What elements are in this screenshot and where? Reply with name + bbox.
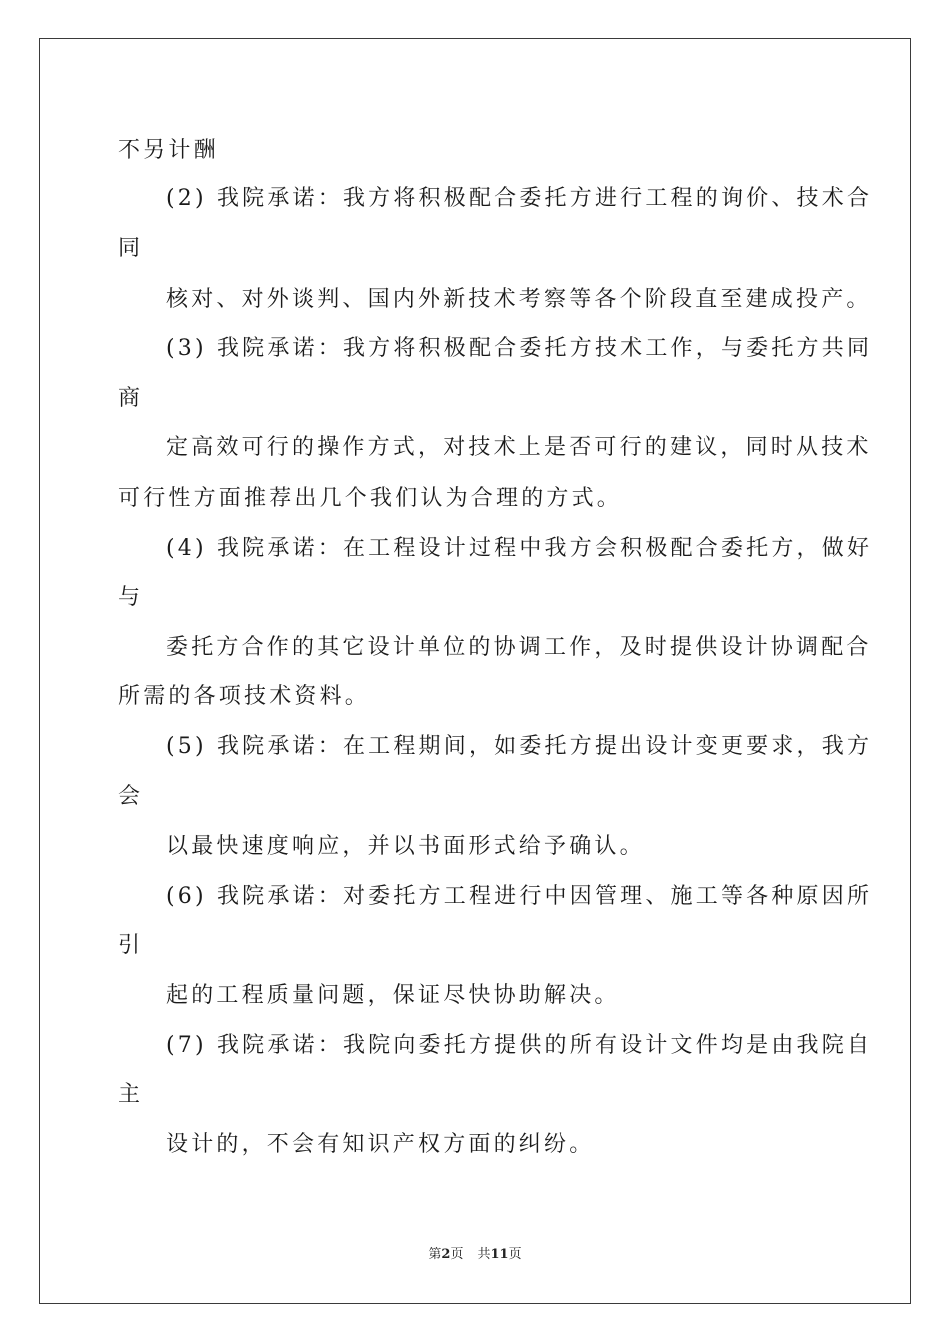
text-line: 会: [118, 784, 144, 809]
total-label-suffix: 页: [508, 1247, 522, 1262]
total-pages: 11: [490, 1247, 509, 1262]
page-label-suffix: 页: [450, 1247, 464, 1262]
text-line: 所需的各项技术资料。: [118, 684, 371, 709]
text-line: (4) 我院承诺：在工程设计过程中我方会积极配合委托方，做好: [166, 536, 873, 561]
text-line: 可行性方面推荐出几个我们认为合理的方式。: [118, 486, 623, 511]
text-line: (5) 我院承诺：在工程期间，如委托方提出设计变更要求，我方: [166, 734, 873, 759]
text-line: 以最快速度响应，并以书面形式给予确认。: [166, 834, 645, 859]
text-line: 委托方合作的其它设计单位的协调工作，及时提供设计协调配合: [166, 635, 872, 660]
page-label-prefix: 第: [428, 1247, 442, 1262]
text-line: 不另计酬: [118, 138, 219, 163]
text-line: (2) 我院承诺：我方将积极配合委托方进行工程的询价、技术合: [166, 186, 873, 211]
text-line: 与: [118, 585, 144, 610]
text-line: 起的工程质量问题，保证尽快协助解决。: [166, 983, 620, 1008]
text-line: 定高效可行的操作方式，对技术上是否可行的建议，同时从技术: [166, 435, 872, 460]
text-line: 引: [118, 933, 144, 958]
text-line: 设计的，不会有知识产权方面的纠纷。: [166, 1132, 595, 1157]
page-footer: [0, 1246, 950, 1264]
text-line: 主: [118, 1082, 144, 1107]
text-line: 商: [118, 386, 144, 411]
text-line: (6) 我院承诺：对委托方工程进行中因管理、施工等各种原因所: [166, 884, 873, 909]
text-line: 同: [118, 236, 144, 261]
page-border: [39, 38, 911, 1304]
text-line: (3) 我院承诺：我方将积极配合委托方技术工作，与委托方共同: [166, 336, 873, 361]
text-line: 核对、对外谈判、国内外新技术考察等各个阶段直至建成投产。: [166, 287, 872, 312]
text-line: (7) 我院承诺：我院向委托方提供的所有设计文件均是由我院自: [166, 1033, 873, 1058]
total-label-prefix: 共: [477, 1247, 491, 1262]
page-number: 2: [441, 1247, 451, 1262]
